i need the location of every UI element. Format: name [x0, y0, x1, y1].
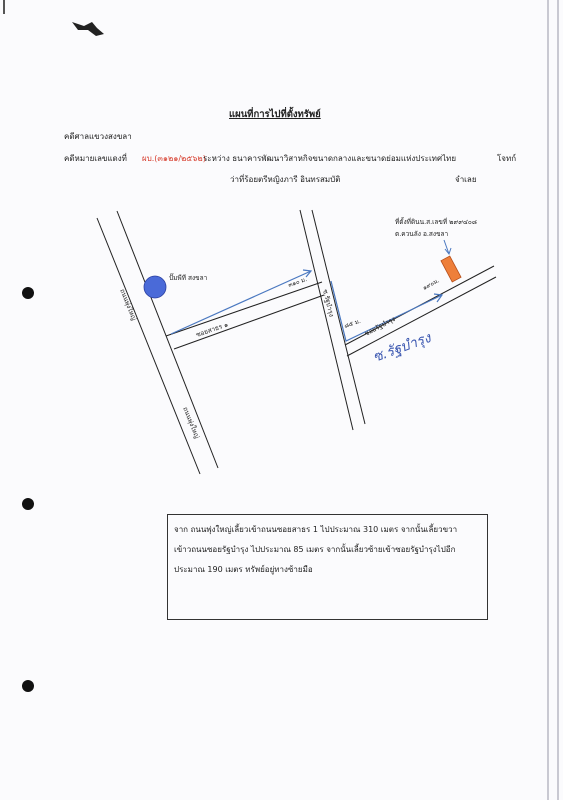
handwritten-note: ซ.รัฐบำรุง — [370, 330, 434, 366]
landmark-marker-icon — [144, 276, 166, 298]
directions-line: ประมาณ 190 เมตร ทรัพย์อยู่ทางซ้ายมือ — [174, 565, 313, 574]
road-soi-sathorn — [166, 282, 324, 349]
directions-box — [167, 514, 488, 620]
plaintiff-role: โจทก์ — [497, 154, 517, 163]
landmark-label: ปั๊มพีที สงขลา — [169, 274, 208, 282]
distance-label-2: ๘๕ ม. — [343, 317, 362, 330]
page-title: แผนที่การไปที่ตั้งทรัพย์ — [229, 109, 321, 120]
distance-label-3: ๑๙๐ม. — [421, 277, 441, 292]
road-label-main-lower: ถนนพุ่งใหญ่ — [181, 405, 202, 440]
property-location: ต.ควนลัง อ.สงขลา — [395, 230, 449, 238]
road-label-soi: ซอยสาธร ๑ — [195, 320, 230, 339]
punch-hole — [22, 498, 34, 510]
case-number: ผบ.(๓๑๒๑/๒๕๖๒) — [142, 154, 206, 163]
directions-line: จาก ถนนพุ่งใหญ่เลี้ยวเข้าถนนซอยสาธร 1 ไปประมาณ 310 เมตร จากนั้นเลี้ยวขวา — [174, 525, 458, 534]
scan-mark — [0, 0, 120, 50]
pointer-arrow — [444, 240, 451, 254]
location-map — [0, 200, 563, 490]
directions-line: เข้าวถนนซอยรัฐบำรุง ไปประมาณ 85 เมตร จากนั้นเลี้ยวซ้ายเข้าซอยรัฐบำรุงไปอีก — [174, 545, 456, 554]
defendant-role: จำเลย — [455, 175, 477, 184]
defendant-name: ว่าที่ร้อยตรีหญิงภารี อินทรสมบัติ — [230, 175, 341, 184]
parties-between: ระหว่าง ธนาคารพัฒนาวิสาหกิจขนาดกลางและขนาดย่อมแห่งประเทศไทย — [203, 154, 457, 163]
punch-hole — [22, 680, 34, 692]
property-marker-icon — [441, 256, 461, 282]
road-label-middle: ซ.รัฐบำรุง — [321, 288, 336, 318]
road-label-main-upper: ถนนพุ่งใหญ่ — [118, 287, 139, 322]
property-label: ที่ตั้งที่ดินน.ส.เลขที่ ๒๙๙๔๐๘ — [395, 218, 477, 226]
road-label-right: ซอยรัฐบำรุง — [363, 314, 397, 338]
case-label: คดีหมายเลขแดงที่ — [64, 154, 127, 163]
distance-label-1: ๓๑๐ ม. — [287, 275, 308, 289]
court-name: คดีศาลแขวงสงขลา — [64, 132, 132, 141]
